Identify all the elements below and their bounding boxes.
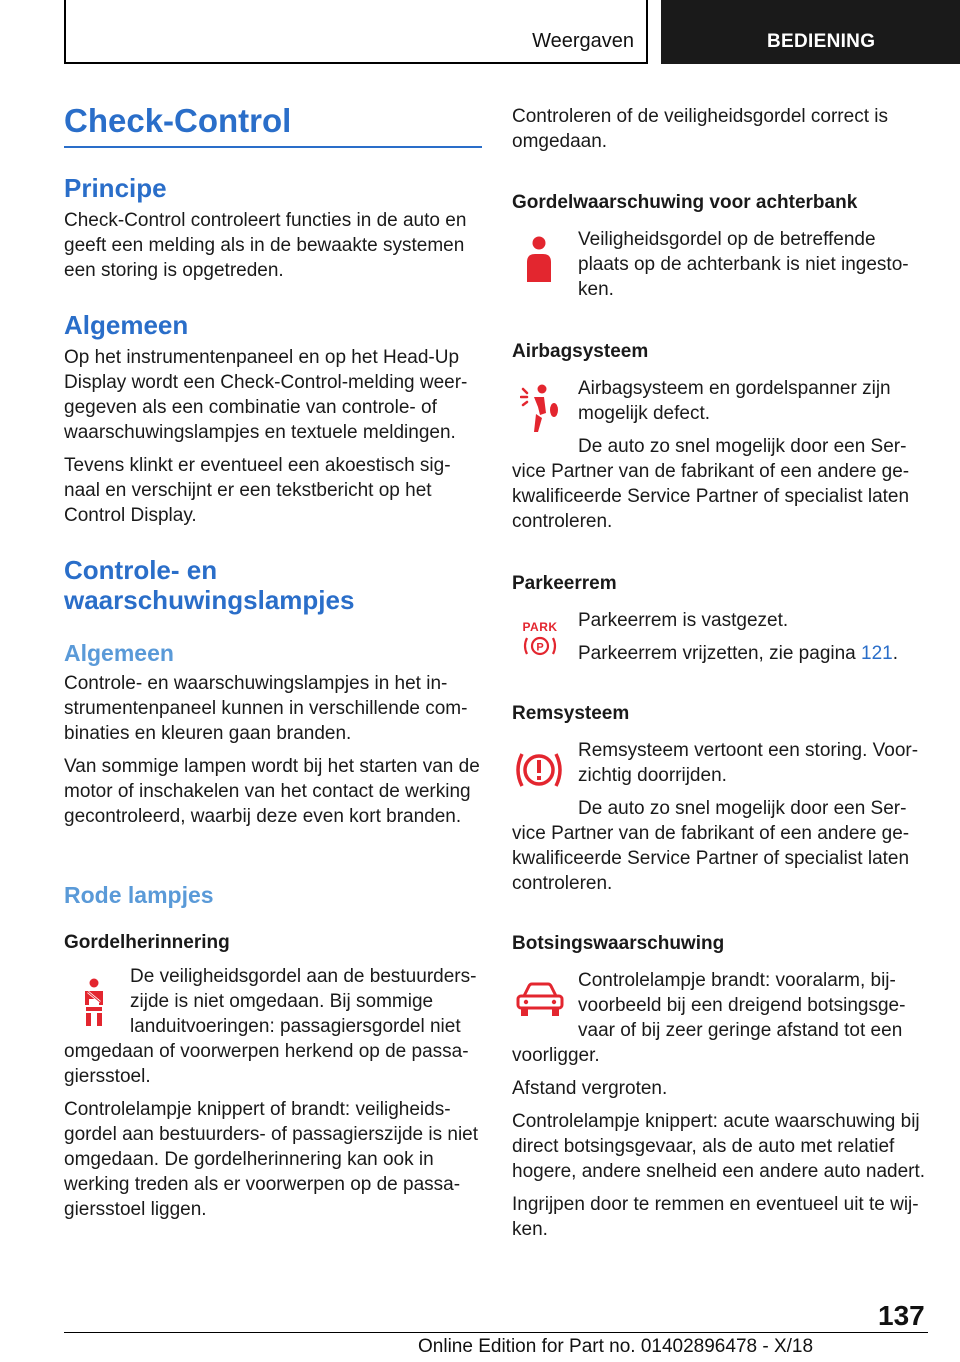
gordel-text-line-1: De veiligheidsgordel aan de bestuurders-	[130, 966, 477, 987]
remsysteem-section	[512, 702, 928, 896]
footer-edition: Online Edition for Part no. 01402896478 - X/18	[418, 1336, 814, 1357]
botsing-text-line-3: vaar of bij zeer geringe afstand tot een	[578, 1020, 903, 1041]
airbag-action-rest: vice Partner van de fabrikant of een andere ge-kwalificeerde Service Partner of specialist laten controleren.	[512, 461, 910, 532]
botsing-text-3: Controlelampje knippert: acute waarschuwing bij direct botsingsgevaar, als de auto met relatief hogere, andere snelheid een andere auto nadert.	[512, 1111, 926, 1182]
parking-brake-circle-icon	[520, 634, 560, 658]
gordel-text-2: Controlelampje knippert of brandt: veiligheids-gordel aan bestuurders- of passagierszijde is niet omgedaan. De gordelherinnering kan ook in werking treden als er voorwerpen op de passa-giersstoel liggen.	[64, 1099, 479, 1220]
principe-section	[64, 173, 482, 283]
collision-warning-car-icon	[514, 980, 566, 1020]
rode-lampjes-section	[64, 881, 482, 1222]
botsing-text-line-2: voorbeeld bij een dreigend botsingsge-	[578, 995, 906, 1016]
lampjes-subheading: Algemeen	[64, 640, 174, 666]
botsing-text-2: Afstand vergroten.	[512, 1078, 668, 1099]
botsing-text-4: Ingrijpen door te remmen en eventueel uit te wij-ken.	[512, 1194, 919, 1240]
parkeerrem-text-2	[512, 641, 928, 666]
botsing-text-line-1: Controlelampje brandt: vooralarm, bij-	[578, 970, 896, 991]
remsysteem-text: Remsysteem vertoont een storing. Voor-zichtig doorrijden.	[578, 740, 919, 786]
achterbank-heading: Gordelwaarschuwing voor achterbank	[512, 192, 858, 213]
remsysteem-heading: Remsysteem	[512, 703, 630, 724]
rode-lampjes-heading: Rode lampjes	[64, 882, 214, 908]
lampjes-heading-line-1: Controle- en	[64, 555, 218, 585]
airbag-heading: Airbagsysteem	[512, 341, 649, 362]
intro-text: Controleren of de veiligheidsgordel correct is omgedaan.	[512, 106, 888, 152]
botsing-heading: Botsingswaarschuwing	[512, 933, 725, 954]
lampjes-section	[64, 555, 482, 829]
principe-text: Check-Control controleert functies in de auto en geeft een melding als in de bewaakte systemen een storing is opgetreden.	[64, 210, 467, 281]
airbag-warning-icon	[520, 384, 560, 434]
lampjes-text-1: Controle- en waarschuwingslampjes in het in-strumentenpaneel kunnen in verschillende com-binaties en kleuren gaan branden.	[64, 673, 468, 744]
gordel-text-rest: omgedaan of voorwerpen herkend op de passa-giersstoel.	[64, 1041, 469, 1087]
rear-seatbelt-icon	[524, 236, 554, 286]
botsing-text-rest: voorligger.	[512, 1045, 600, 1066]
seatbelt-reminder-icon	[80, 978, 108, 1028]
remsysteem-action-line-1: De auto zo snel mogelijk door een Ser-	[578, 798, 907, 819]
lampjes-heading-line-2: waarschuwingslampjes	[64, 585, 355, 615]
algemeen-heading: Algemeen	[64, 310, 189, 340]
airbag-text: Airbagsysteem en gordelspanner zijn mogelijk defect.	[578, 378, 891, 424]
header-chapter-tab	[661, 0, 960, 64]
algemeen-text-1: Op het instrumentenpaneel en op het Head-Up Display wordt een Check-Control-melding weer-gegeven als een combinatie van controle- of waarschuwingslampjes en textuele meldingen.	[64, 347, 468, 443]
header-chapter-label: BEDIENING	[767, 31, 876, 52]
achterbank-text: Veiligheidsgordel op de betreffende plaats op de achterbank is niet ingesto-ken.	[578, 229, 909, 300]
airbag-action-line-1: De auto zo snel mogelijk door een Ser-	[578, 436, 907, 457]
parkeerrem-text-2-label: Parkeerrem vrijzetten, zie pagina	[578, 643, 862, 664]
algemeen-section	[64, 310, 482, 528]
page-number: 137	[878, 1300, 925, 1331]
parkeerrem-heading: Parkeerrem	[512, 573, 617, 594]
svg-text:P: P	[536, 641, 544, 654]
title-rule	[64, 146, 482, 148]
page-link-121[interactable]: 121	[861, 643, 893, 664]
remsysteem-action-rest: vice Partner van de fabrikant of een andere ge-kwalificeerde Service Partner of specialist laten controleren.	[512, 823, 910, 894]
gordel-text-line-3: landuitvoeringen: passagiersgordel niet	[130, 1016, 461, 1037]
parking-brake-icon	[520, 620, 560, 660]
algemeen-text-2: Tevens klinkt er eventueel een akoestisch sig-naal en verschijnt er een tekstbericht op het Control Display.	[64, 455, 451, 526]
park-label: PARK	[522, 620, 558, 634]
brake-system-warning-icon	[514, 748, 564, 792]
footer-rule	[64, 1332, 928, 1333]
parkeerrem-section	[512, 572, 928, 666]
botsing-section	[512, 932, 928, 1242]
lampjes-text-2: Van sommige lampen wordt bij het starten van de motor of inschakelen van het contact de werking gecontroleerd, waarbij deze even kort branden.	[64, 756, 480, 827]
principe-heading: Principe	[64, 173, 167, 203]
intro-block	[512, 104, 928, 154]
achterbank-section	[512, 191, 928, 302]
page-title: Check-Control	[64, 102, 292, 139]
gordel-heading: Gordelherinnering	[64, 932, 230, 953]
parkeerrem-text-1: Parkeerrem is vastgezet.	[578, 610, 789, 631]
header-section-label: Weergaven	[532, 30, 634, 52]
header-section-tab	[64, 0, 648, 64]
parkeerrem-text-2-end: .	[892, 643, 898, 664]
airbag-section	[512, 340, 928, 534]
gordel-text-line-2: zijde is niet omgedaan. Bij sommige	[130, 991, 434, 1012]
